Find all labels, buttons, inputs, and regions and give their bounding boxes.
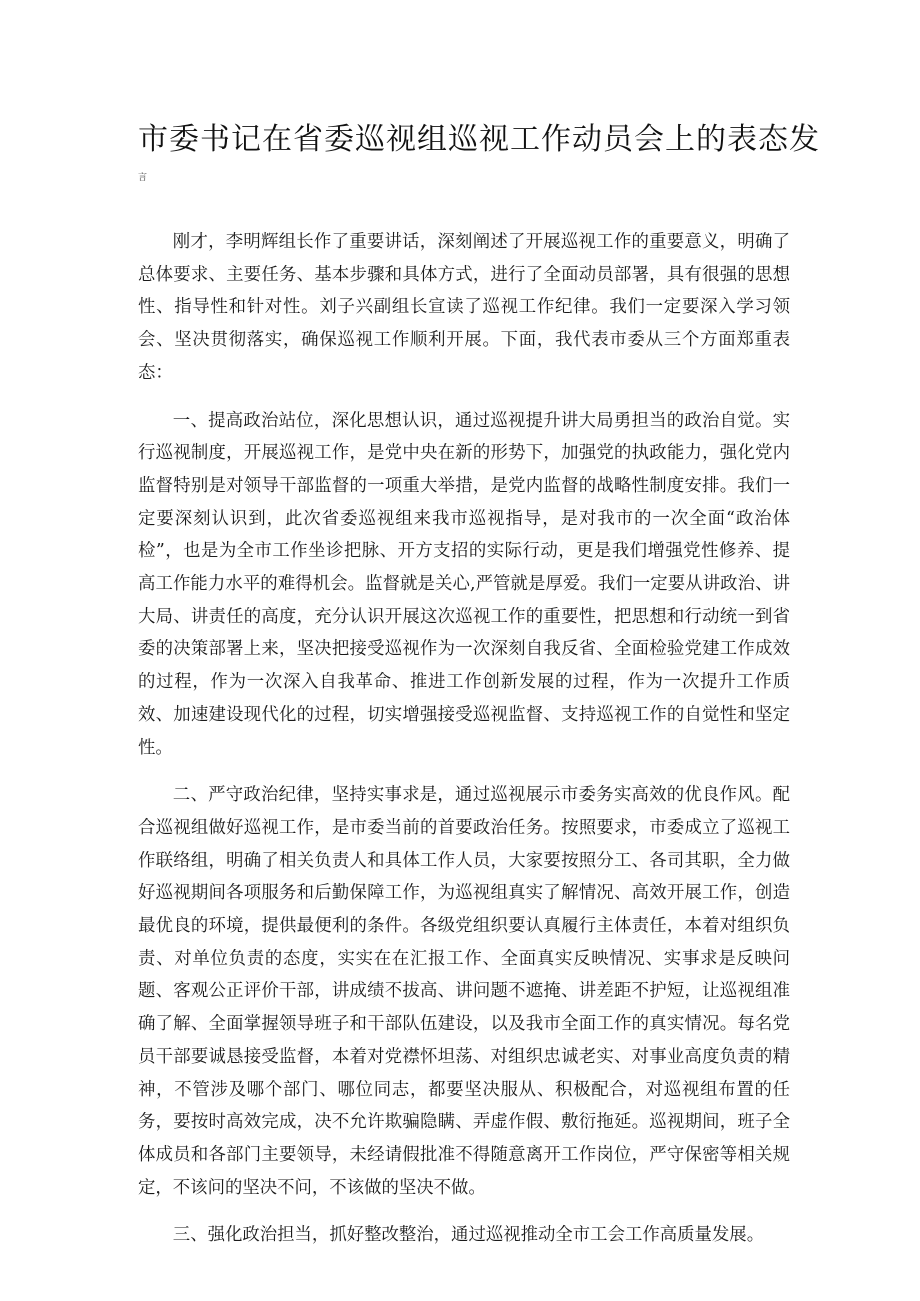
paragraph-intro: 刚才，李明辉组长作了重要讲话，深刻阐述了开展巡视工作的重要意义，明确了总体要求、主要任务、基本步骤和具体方式，进行了全面动员部署，具有很强的思想性、指导性和针对性。刘子兴副组长宣读了巡视工作纪律。我们一定要深入学习领会、坚决贯彻落实，确保巡视工作顺利开展。下面，我代表市委从三个方面郑重表态： — [138, 232, 790, 383]
document-title: 市委书记在省委巡视组巡视工作动员会上的表态发 — [138, 122, 820, 157]
document-body — [138, 226, 790, 1267]
document-title-continuation: 言 — [138, 173, 148, 183]
paragraph-section-2: 二、严守政治纪律，坚持实事求是，通过巡视展示市委务实高效的优良作风。配合巡视组做好巡视工作，是市委当前的首要政治任务。按照要求，市委成立了巡视工作联络组，明确了相关负责人和具体工作人员，大家要按照分工、各司其职，全力做好巡视期间各项服务和后勤保障工作，为巡视组真实了解情况、高效开展工作，创造最优良的环境，提供最便利的条件。各级党组织要认真履行主体责任，本着对组织负责、对单位负责的态度，实实在在汇报工作、全面真实反映情况、实事求是反映问题、客观公正评价干部，讲成绩不拔高、讲问题不遮掩、讲差距不护短，让巡视组准确了解、全面掌握领导班子和干部队伍建设，以及我市全面工作的真实情况。每名党员干部要诚恳接受监督，本着对党襟怀坦荡、对组织忠诚老实、对事业高度负责的精神，不管涉及哪个部门、哪位同志，都要坚决服从、积极配合，对巡视组布置的任务，要按时高效完成，决不允许欺骗隐瞒、弄虚作假、敷衍拖延。巡视期间，班子全体成员和各部门主要领导，未经请假批准不得随意离开工作岗位，严守保密等相关规定，不该问的坚决不问，不该做的坚决不做。 — [138, 785, 790, 1198]
paragraph-section-3: 三、强化政治担当，抓好整改整治，通过巡视推动全市工会工作高质量发展。 — [172, 1225, 765, 1246]
paragraph-section-1: 一、提高政治站位，深化思想认识，通过巡视提升讲大局勇担当的政治自觉。实行巡视制度，开展巡视工作，是党中央在新的形势下，加强党的执政能力，强化党内监督特别是对领导干部监督的一项重大举措，是党内监督的战略性制度安排。我们一定要深刻认识到，此次省委巡视组来我市巡视指导，是对我市的一次全面“政治体检”，也是为全市工作坐诊把脉、开方支招的实际行动，更是我们增强党性修养、提高工作能力水平的难得机会。监督就是关心,严管就是厚爱。我们一定要从讲政治、讲大局、讲责任的高度，充分认识开展这次巡视工作的重要性，把思想和行动统一到省委的决策部署上来，坚决把接受巡视作为一次深刻自我反省、全面检验党建工作成效的过程，作为一次深入自我革命、推进工作创新发展的过程，作为一次提升工作质效、加速建设现代化的过程，切实增强接受巡视监督、支持巡视工作的自觉性和坚定性。 — [138, 410, 790, 758]
